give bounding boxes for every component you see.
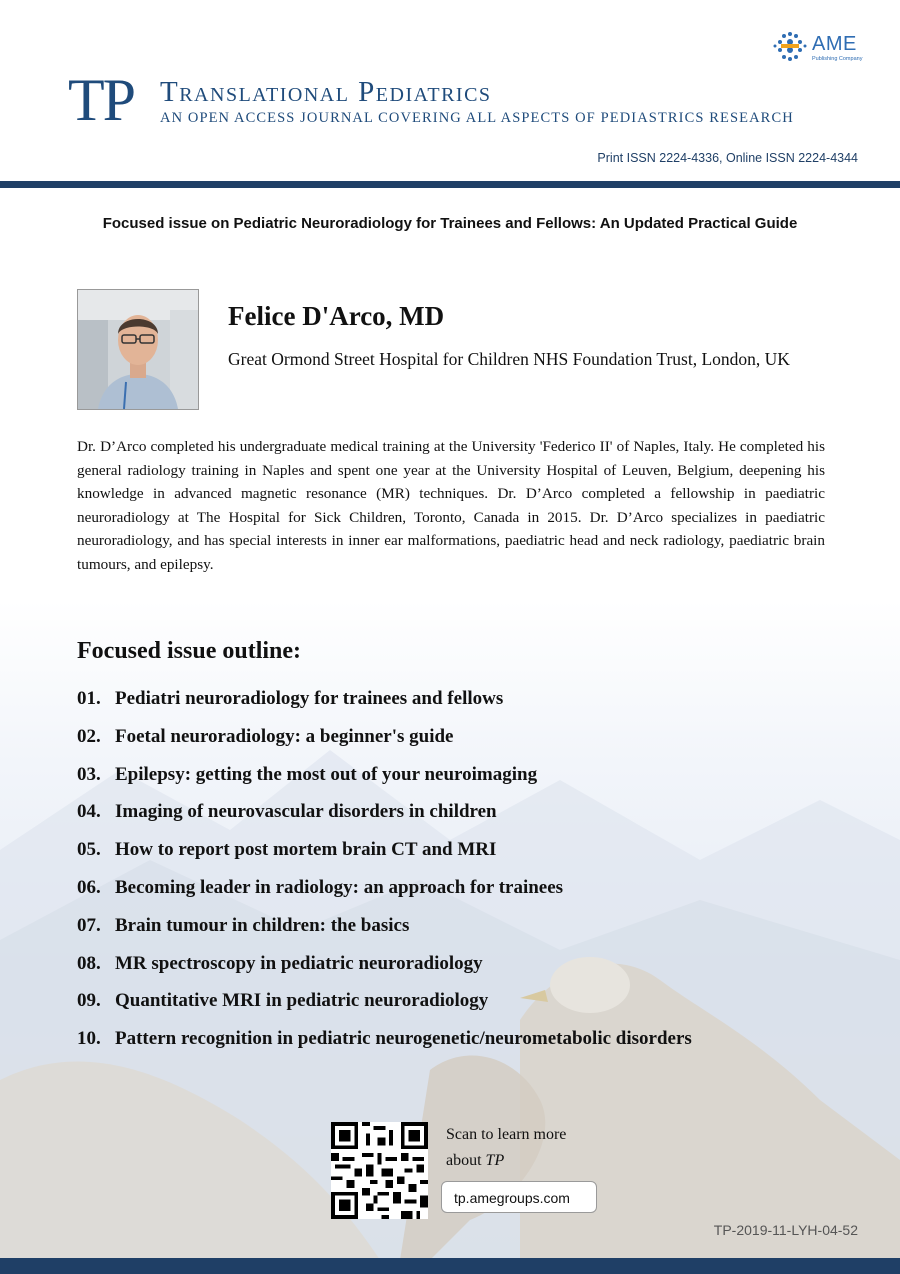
item-title: Foetal neuroradiology: a beginner's guide xyxy=(115,725,454,747)
footer-bar xyxy=(0,1258,900,1274)
item-number: 03. xyxy=(77,763,101,785)
list-item xyxy=(77,953,692,991)
item-title: Quantitative MRI in pediatric neuroradiology xyxy=(115,990,489,1012)
list-item xyxy=(77,688,692,726)
document-code: TP-2019-11-LYH-04-52 xyxy=(713,1222,858,1238)
outline-list xyxy=(77,688,692,1066)
list-item xyxy=(77,1028,692,1066)
list-item xyxy=(77,877,692,915)
journal-tagline: AN OPEN ACCESS JOURNAL COVERING ALL ASPECTS OF PEDIASTRICS RESEARCH xyxy=(160,110,794,126)
item-number: 10. xyxy=(77,1028,101,1050)
scan-line-2-prefix: about xyxy=(446,1152,486,1169)
item-title: Imaging of neurovascular disorders in children xyxy=(115,801,497,823)
scan-line-1: Scan to learn more xyxy=(446,1126,567,1143)
item-number: 05. xyxy=(77,839,101,861)
list-item xyxy=(77,764,692,802)
item-number: 06. xyxy=(77,876,101,898)
journal-name: Translational Pediatrics xyxy=(160,76,492,108)
list-item xyxy=(77,801,692,839)
scan-line-2 xyxy=(446,1148,566,1174)
person-portrait-icon xyxy=(78,290,198,409)
item-title: Pattern recognition in pediatric neurogenetic/neurometabolic disorders xyxy=(115,1028,692,1050)
outline-title: Focused issue outline: xyxy=(77,638,302,664)
item-number: 07. xyxy=(77,914,101,936)
journal-abbreviation: TP xyxy=(68,67,135,133)
profile-photo xyxy=(77,289,199,410)
item-number: 09. xyxy=(77,990,101,1012)
list-item xyxy=(77,990,692,1028)
publisher-name: AME xyxy=(812,33,857,55)
profile-affiliation: Great Ormond Street Hospital for Children NHS Foundation Trust, London, UK xyxy=(228,349,790,369)
journal-url-link[interactable]: tp.amegroups.com xyxy=(441,1181,597,1213)
item-number: 02. xyxy=(77,725,101,747)
qr-code-icon[interactable] xyxy=(331,1122,428,1219)
profile-name: Felice D'Arco, MD xyxy=(228,301,445,331)
item-title: Becoming leader in radiology: an approach for trainees xyxy=(115,876,564,898)
item-number: 08. xyxy=(77,952,101,974)
profile-bio: Dr. D’Arco completed his undergraduate medical training at the University 'Federico II' of Naples, Italy. He completed his general radiology training in Naples and spent one year at the University Hospital of Leuven, Belgium, deepening his knowledge in advanced magnetic resonance (MR) techniques. Dr. D’Arco completed a fellowship in paediatric neuroradiology at The Hospital for Sick Children, Toronto, Canada in 2015. Dr. D’Arco specializes in paediatric neuroradiology, and has special interests in inner ear malformations, paediatric head and neck radiology, paediatric brain tumours, and epilepsy. xyxy=(77,438,825,573)
issue-title: Focused issue on Pediatric Neuroradiology for Trainees and Fellows: An Updated Practical Guide xyxy=(102,215,798,232)
issn-line: Print ISSN 2224-4336, Online ISSN 2224-4344 xyxy=(597,151,858,165)
item-title: MR spectroscopy in pediatric neuroradiology xyxy=(115,952,483,974)
item-title: Pediatri neuroradiology for trainees and fellows xyxy=(115,688,504,709)
publisher-subtitle: Publishing Company xyxy=(812,56,863,62)
scan-line-2-journal: TP xyxy=(485,1152,505,1169)
item-title: Epilepsy: getting the most out of your neuroimaging xyxy=(115,763,538,785)
list-item xyxy=(77,915,692,953)
list-item xyxy=(77,726,692,764)
scan-caption xyxy=(446,1122,566,1174)
header-divider xyxy=(0,181,900,188)
list-item xyxy=(77,839,692,877)
item-title: Brain tumour in children: the basics xyxy=(115,914,410,936)
item-title: How to report post mortem brain CT and MRI xyxy=(115,839,497,861)
item-number: 04. xyxy=(77,801,101,823)
item-number: 01. xyxy=(77,688,101,709)
